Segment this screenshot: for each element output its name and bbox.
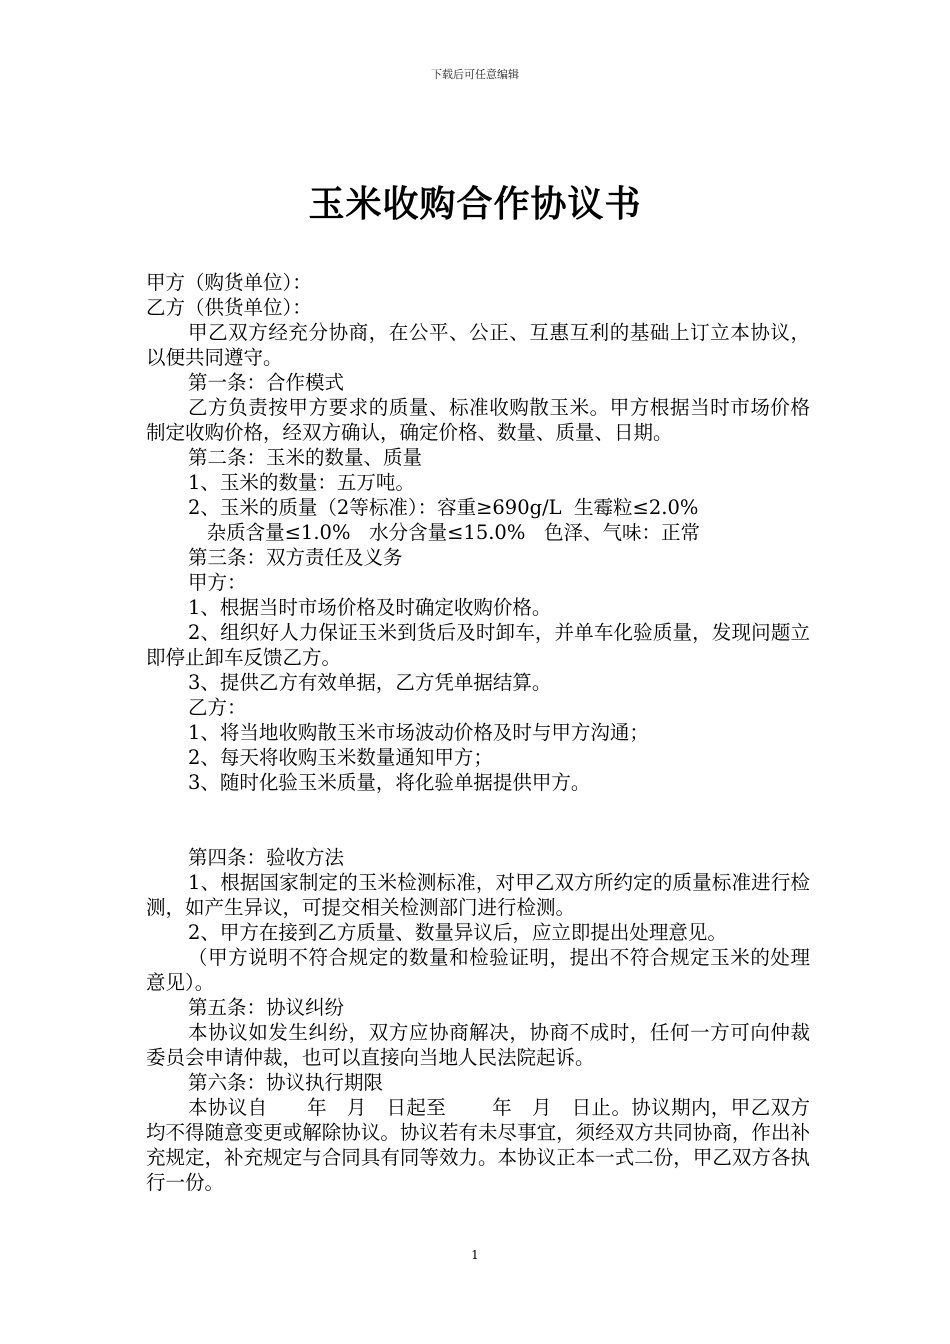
article-3-party-b: 乙方： bbox=[188, 696, 247, 719]
article-5-title: 第五条：协议纠纷 bbox=[188, 996, 345, 1019]
article-3-party-a: 甲方： bbox=[188, 571, 247, 594]
article-5-text: 本协议如发生纠纷，双方应协商解决，协商不成时，任何一方可向仲裁委员会申请仲裁，也可以直接向当地人民法院起诉。 bbox=[146, 1021, 810, 1069]
spacer bbox=[146, 795, 810, 845]
article-2-item-3: 杂质含量≤1.0% 水分含量≤15.0% 色泽、气味：正常 bbox=[188, 521, 700, 544]
article-3-a-item-3: 3、提供乙方有效单据，乙方凭单据结算。 bbox=[188, 671, 552, 694]
article-3-title: 第三条：双方责任及义务 bbox=[188, 546, 403, 569]
article-3-a-item-1: 1、根据当时市场价格及时确定收购价格。 bbox=[188, 596, 552, 619]
document-title: 玉米收购合作协议书 bbox=[308, 184, 642, 225]
article-3-a-item-2: 2、组织好人力保证玉米到货后及时卸车，并单车化验质量，发现问题立即停止卸车反馈乙方。 bbox=[146, 621, 810, 669]
article-2-item-2: 2、玉米的质量（2等标准）：容重≥690g/L 生霉粒≤2.0% bbox=[188, 496, 699, 519]
party-a-line: 甲方（购货单位）： bbox=[146, 271, 312, 294]
article-1-title: 第一条：合作模式 bbox=[188, 371, 345, 394]
article-4-title: 第四条：验收方法 bbox=[188, 846, 345, 869]
article-4-item-3: （甲方说明不符合规定的数量和检验证明，提出不符合规定玉米的处理意见）。 bbox=[146, 946, 810, 994]
header-note: 下载后可任意编辑 bbox=[431, 68, 519, 81]
article-4-item-2: 2、甲方在接到乙方质量、数量异议后，应立即提出处理意见。 bbox=[188, 921, 727, 944]
article-3-b-item-3: 3、随时化验玉米质量，将化验单据提供甲方。 bbox=[188, 771, 591, 794]
article-4-item-1: 1、根据国家制定的玉米检测标准，对甲乙双方所约定的质量标准进行检测，如产生异议，可提交相关检测部门进行检测。 bbox=[146, 871, 810, 919]
intro-paragraph: 甲乙双方经充分协商，在公平、公正、互惠互利的基础上订立本协议，以便共同遵守。 bbox=[146, 321, 810, 369]
article-2-item-1: 1、玉米的数量：五万吨。 bbox=[188, 471, 415, 494]
party-b-line: 乙方（供货单位）： bbox=[146, 296, 312, 319]
page-number: 1 bbox=[471, 1248, 479, 1262]
article-6-text: 本协议自 年 月 日起至 年 月 日止。协议期内，甲乙双方均不得随意变更或解除协议。协议若有未尽事宜，须经双方共同协商，作出补充规定，补充规定与合同具有同等效力。本协议正本一式二份，甲乙双方各执行一份。 bbox=[146, 1096, 810, 1194]
article-1-text: 乙方负责按甲方要求的质量、标准收购散玉米。甲方根据当时市场价格制定收购价格，经双方确认，确定价格、数量、质量、日期。 bbox=[146, 396, 810, 444]
article-3-b-item-2: 2、每天将收购玉米数量通知甲方； bbox=[188, 746, 493, 769]
article-6-title: 第六条：协议执行期限 bbox=[188, 1071, 384, 1094]
document-body bbox=[146, 270, 810, 1195]
article-2-title: 第二条：玉米的数量、质量 bbox=[188, 446, 423, 469]
article-3-b-item-1: 1、将当地收购散玉米市场波动价格及时与甲方沟通； bbox=[188, 721, 649, 744]
